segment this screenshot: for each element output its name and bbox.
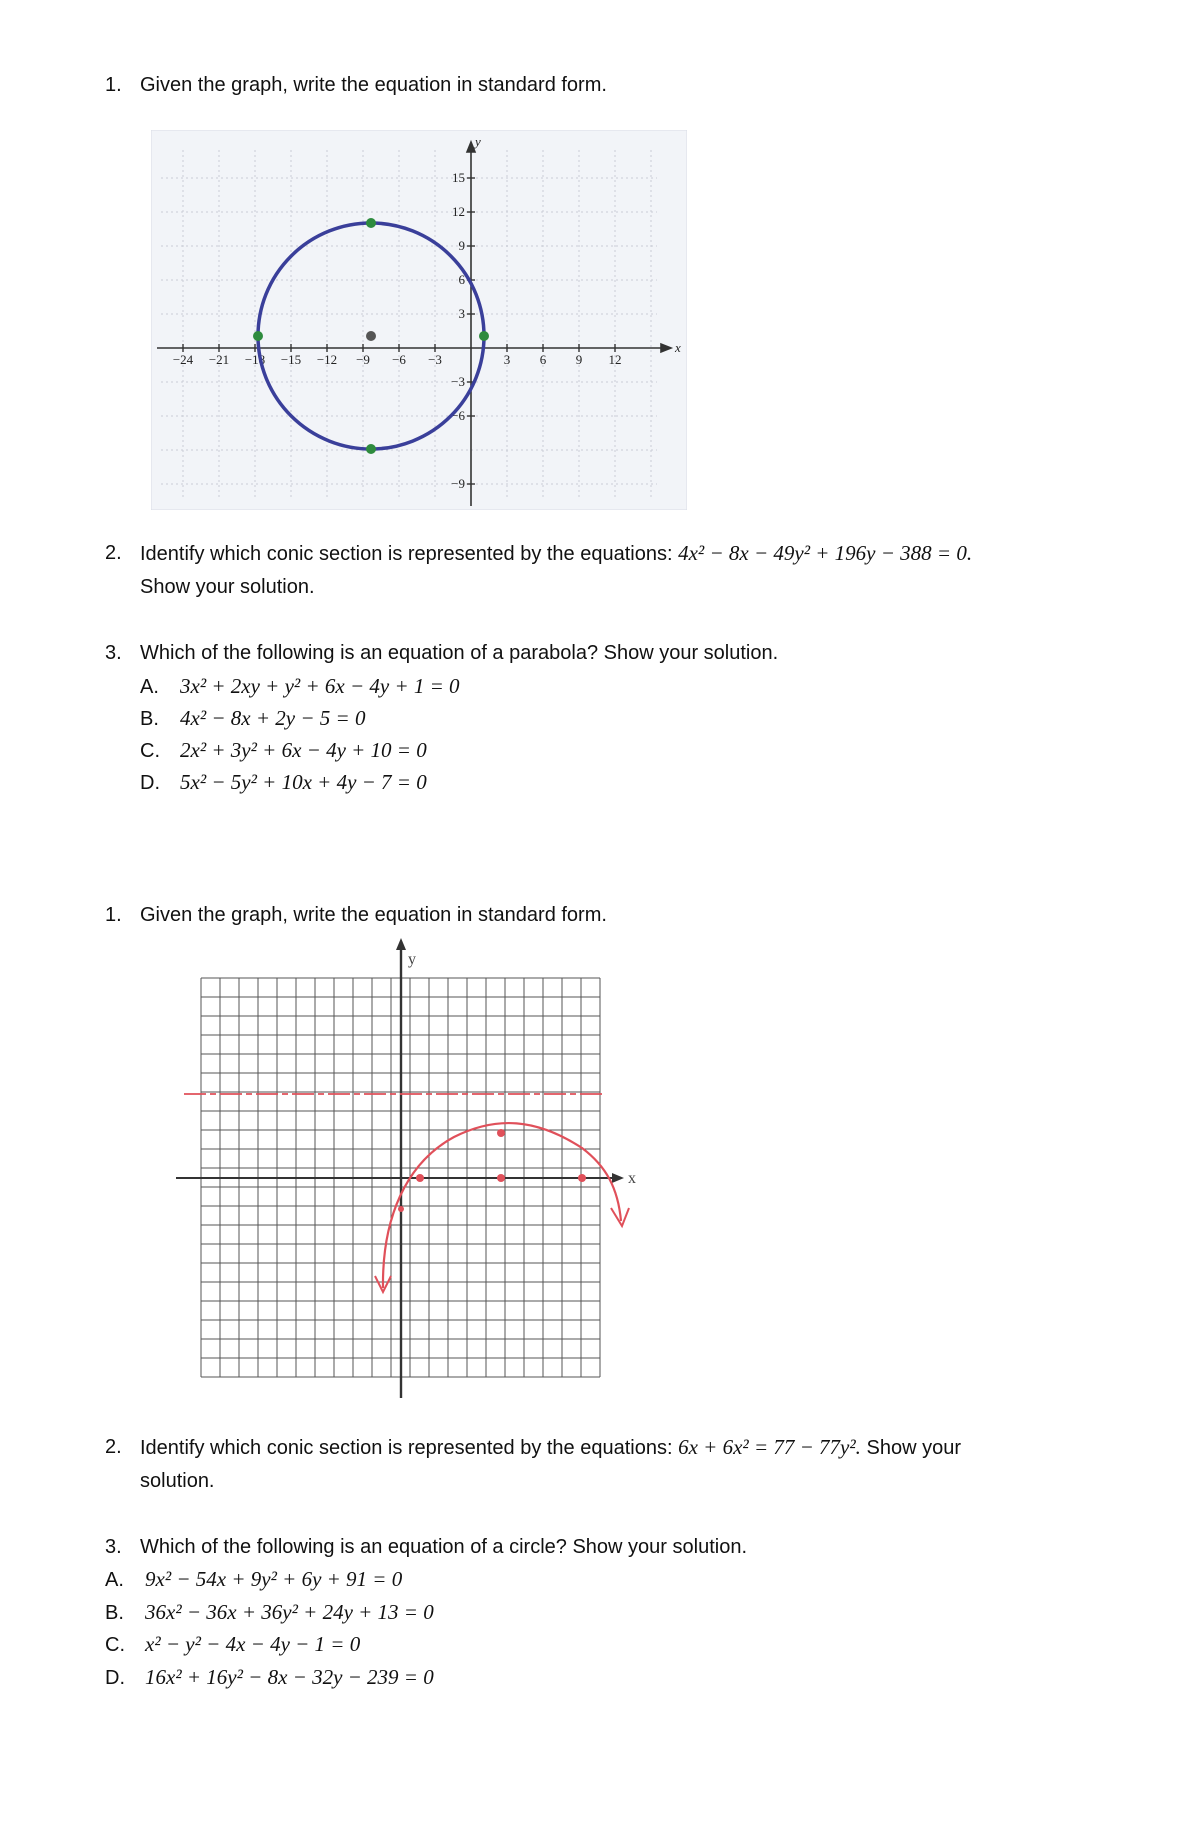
- y-tick-label: −6: [451, 408, 465, 423]
- question-number: 2.: [105, 542, 122, 564]
- option-equation: 36x² − 36x + 36y² + 24y + 13 = 0: [145, 1600, 434, 1624]
- vertex-point: [497, 1129, 505, 1137]
- x-tick-label: 9: [575, 352, 583, 367]
- x-axis-label: x: [675, 340, 681, 355]
- x-intercept-right: [578, 1174, 586, 1182]
- option-b[interactable]: [140, 706, 365, 731]
- x-tick-label: 6: [539, 352, 547, 367]
- y-tick-label: 6: [458, 272, 465, 287]
- parabola-graph: [176, 938, 646, 1408]
- question-equation: 6x + 6x² = 77 − 77y².: [678, 1435, 861, 1459]
- x-tick-label: −9: [356, 352, 370, 367]
- option-label: C.: [140, 740, 160, 762]
- question-equation: 4x² − 8x − 49y² + 196y − 388 = 0.: [678, 541, 973, 565]
- option-label: A.: [105, 1569, 124, 1591]
- question-text-after: Show your: [866, 1437, 961, 1459]
- y-tick-label: −3: [451, 374, 465, 389]
- option-equation: x² − y² − 4x − 4y − 1 = 0: [145, 1632, 361, 1656]
- focus-point: [497, 1174, 505, 1182]
- option-c[interactable]: [105, 1632, 360, 1657]
- option-label: B.: [105, 1602, 124, 1624]
- option-equation: 3x² + 2xy + y² + 6x − 4y + 1 = 0: [180, 674, 460, 698]
- circle-bottom-point: [366, 444, 376, 454]
- y-axis-label: y: [408, 951, 416, 968]
- question-2b-line2: [140, 1464, 215, 1498]
- option-equation: 16x² + 16y² − 8x − 32y − 239 = 0: [145, 1665, 434, 1689]
- x-tick-label: −21: [208, 352, 230, 367]
- question-2a-line2: [140, 570, 315, 604]
- question-number: 1.: [105, 74, 122, 96]
- x-tick-label: 3: [503, 352, 511, 367]
- option-b[interactable]: [105, 1600, 434, 1625]
- x-axis-arrow: [612, 1173, 624, 1183]
- option-label: D.: [105, 1667, 125, 1689]
- y-intercept: [398, 1206, 404, 1212]
- question-text: Which of the following is an equation of a parabola? Show your solution.: [140, 642, 779, 664]
- x-tick-label: 12: [608, 352, 622, 367]
- x-tick-label: −6: [392, 352, 406, 367]
- option-a[interactable]: [140, 674, 460, 699]
- question-text: Given the graph, write the equation in standard form.: [140, 904, 607, 926]
- option-d[interactable]: [105, 1665, 434, 1690]
- y-axis-arrow: [396, 938, 406, 950]
- graph-background: [151, 130, 687, 510]
- question-text: Identify which conic section is represented by the equations:: [140, 1437, 673, 1459]
- y-tick-label: 3: [458, 306, 465, 321]
- option-equation: 4x² − 8x + 2y − 5 = 0: [180, 706, 366, 730]
- question-number: 3.: [105, 642, 122, 664]
- question-text-continued: Show your solution.: [140, 576, 315, 598]
- option-label: A.: [140, 676, 159, 698]
- circle-graph: [151, 130, 687, 510]
- question-text: Which of the following is an equation of a circle? Show your solution.: [140, 1536, 748, 1558]
- option-a[interactable]: [105, 1567, 402, 1592]
- option-equation: 9x² − 54x + 9y² + 6y + 91 = 0: [145, 1567, 403, 1591]
- x-tick-label: −24: [172, 352, 194, 367]
- y-tick-label: 15: [452, 170, 465, 185]
- x-tick-label: −15: [280, 352, 302, 367]
- option-equation: 5x² − 5y² + 10x + 4y − 7 = 0: [180, 770, 427, 794]
- option-label: C.: [105, 1634, 125, 1656]
- x-axis-label: x: [628, 1170, 636, 1187]
- y-tick-label: −9: [451, 476, 465, 491]
- option-c[interactable]: [140, 738, 427, 763]
- circle-right-point: [479, 331, 489, 341]
- x-tick-label: −12: [316, 352, 338, 367]
- x-intercept-left: [416, 1174, 424, 1182]
- question-number: 1.: [105, 904, 122, 926]
- option-equation: 2x² + 3y² + 6x − 4y + 10 = 0: [180, 738, 427, 762]
- question-text: Given the graph, write the equation in standard form.: [140, 74, 607, 96]
- option-label: B.: [140, 708, 159, 730]
- circle-left-point: [253, 331, 263, 341]
- question-text-continued: solution.: [140, 1470, 215, 1492]
- x-tick-label: −18: [244, 352, 266, 367]
- x-tick-label: −3: [428, 352, 442, 367]
- circle-top-point: [366, 218, 376, 228]
- circle-center-point: [366, 331, 376, 341]
- y-tick-label: 9: [458, 238, 465, 253]
- question-number: 2.: [105, 1436, 122, 1458]
- option-label: D.: [140, 772, 160, 794]
- y-tick-label: 12: [452, 204, 465, 219]
- option-d[interactable]: [140, 770, 427, 795]
- y-axis-label: y: [475, 134, 481, 149]
- question-number: 3.: [105, 1536, 122, 1558]
- question-text: Identify which conic section is represented by the equations:: [140, 543, 673, 565]
